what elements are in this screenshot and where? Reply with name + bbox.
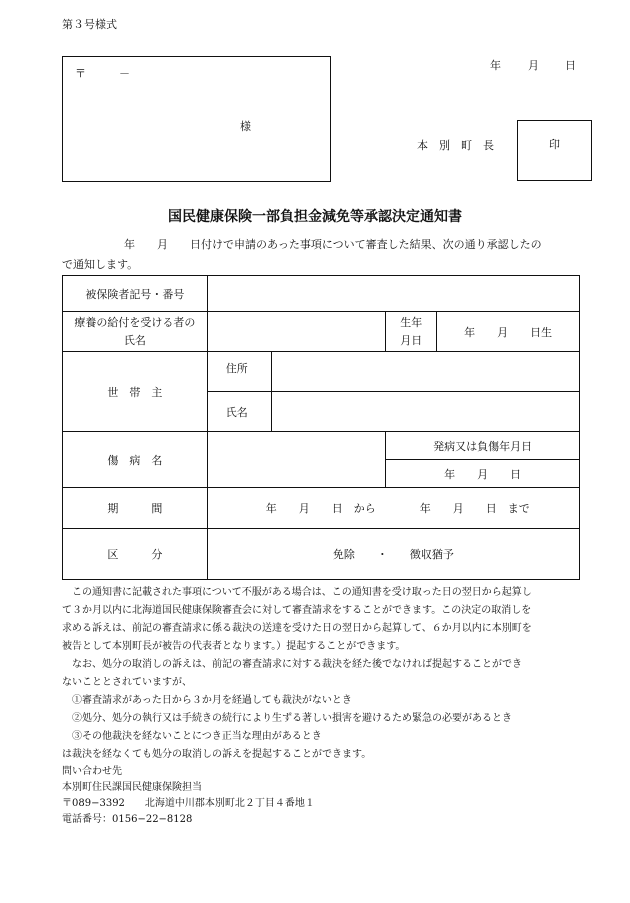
contact-department: 本別町住民課国民健康保険担当	[62, 782, 202, 793]
period-label-cell	[63, 488, 208, 529]
decision-table	[62, 275, 580, 580]
birth-label-cell	[386, 312, 437, 352]
category-text: 免除 ・ 徴収猶予	[332, 548, 454, 561]
intro-line-2: で通知します。	[62, 258, 139, 271]
notice-block	[62, 584, 582, 764]
contact-block	[62, 764, 582, 828]
recipient-name-value[interactable]	[207, 312, 386, 352]
name-label-cell	[207, 392, 271, 432]
birth-date-text: 年 月 日生	[464, 325, 553, 339]
onset-date-text: 年 月 日	[444, 467, 522, 481]
insured-number-label: 被保険者記号・番号	[85, 287, 185, 301]
householder-name-value[interactable]	[271, 392, 579, 432]
name-label: 氏名	[225, 405, 248, 419]
disease-label-cell	[63, 432, 208, 488]
seal-label: 印	[549, 138, 560, 151]
householder-label: 世 帯 主	[107, 385, 163, 399]
issuer-title: 本 別 町 長	[417, 139, 494, 152]
recipient-label-1: 療養の給付を受ける者の	[74, 315, 196, 329]
period-text: 年 月 日 から 年 月 日 まで	[265, 502, 530, 515]
category-label: 区 分	[107, 548, 163, 561]
notice-line: 求める訴えは、前記の審査請求に係る裁決の送達を受けた日の翌日から起算して、６か月以内に本別町を	[62, 623, 532, 634]
notice-line: ないこととされていますが、	[62, 677, 192, 688]
householder-address-value[interactable]	[271, 352, 579, 392]
notice-line: は裁決を経なくても処分の取消しの訴えを提起することができます。	[62, 749, 372, 760]
notice-line: ③その他裁決を経ないことにつき正当な理由があるとき	[62, 731, 322, 742]
form-number-label: 第３号様式	[62, 18, 117, 31]
date-year-label: 年	[490, 59, 501, 72]
period-value[interactable]	[207, 488, 579, 529]
document-title: 国民健康保険一部負担金減免等承認決定通知書	[168, 209, 462, 225]
seal-box	[517, 120, 592, 181]
onset-label: 発病又は負傷年月日	[433, 439, 533, 453]
insured-number-value[interactable]	[207, 276, 579, 312]
contact-phone: 電話番号：0156−22−8128	[62, 814, 193, 825]
notice-line: ②処分、処分の執行又は手続きの続行により生ずる著しい損害を避けるため緊急の必要があるとき	[62, 713, 512, 724]
address-label: 住所	[225, 362, 248, 375]
intro-line-1: 年 月 日付けで申請のあった事項について審査した結果、次の通り承認したの	[124, 238, 542, 251]
notice-line: この通知書に記載された事項について不服がある場合は、この通知書を受け取った日の翌日から起算し	[62, 587, 532, 598]
recipient-label-cell	[63, 312, 208, 352]
address-label-cell	[207, 352, 271, 392]
date-month-label: 月	[528, 59, 539, 72]
notice-line: 被告として本別町長が被告の代表者となります。）提起することができます。	[62, 641, 406, 652]
postal-dash: －	[119, 67, 130, 80]
birth-label-1: 生年	[400, 315, 423, 329]
contact-address: 〒089−3392 北海道中川郡本別町北２丁目４番地１	[62, 798, 315, 809]
insured-number-label-cell	[63, 276, 208, 312]
notice-line: て３か月以内に北海道国民健康保険審査会に対して審査請求をすることができます。この決定の取消しを	[62, 605, 532, 616]
category-value[interactable]	[207, 529, 579, 580]
householder-label-cell	[63, 352, 208, 432]
address-box	[62, 56, 331, 182]
category-label-cell	[63, 529, 208, 580]
notice-line: ①審査請求があった日から３か月を経過しても裁決がないとき	[62, 695, 352, 706]
period-label: 期 間	[107, 502, 163, 515]
notice-line: なお、処分の取消しの訴えは、前記の審査請求に対する裁決を経た後でなければ提起することができ	[62, 659, 522, 670]
disease-label: 傷 病 名	[107, 453, 163, 467]
birth-label-2: 月日	[400, 333, 423, 347]
honorific-label: 様	[240, 120, 251, 133]
onset-label-cell	[386, 432, 580, 460]
contact-heading: 問い合わせ先	[62, 766, 122, 777]
postal-mark: 〒	[75, 67, 86, 80]
onset-date-value[interactable]	[386, 460, 580, 488]
birth-date-value[interactable]	[437, 312, 580, 352]
date-day-label: 日	[565, 59, 576, 72]
recipient-label-2: 氏名	[123, 333, 146, 347]
disease-name-value[interactable]	[207, 432, 386, 488]
